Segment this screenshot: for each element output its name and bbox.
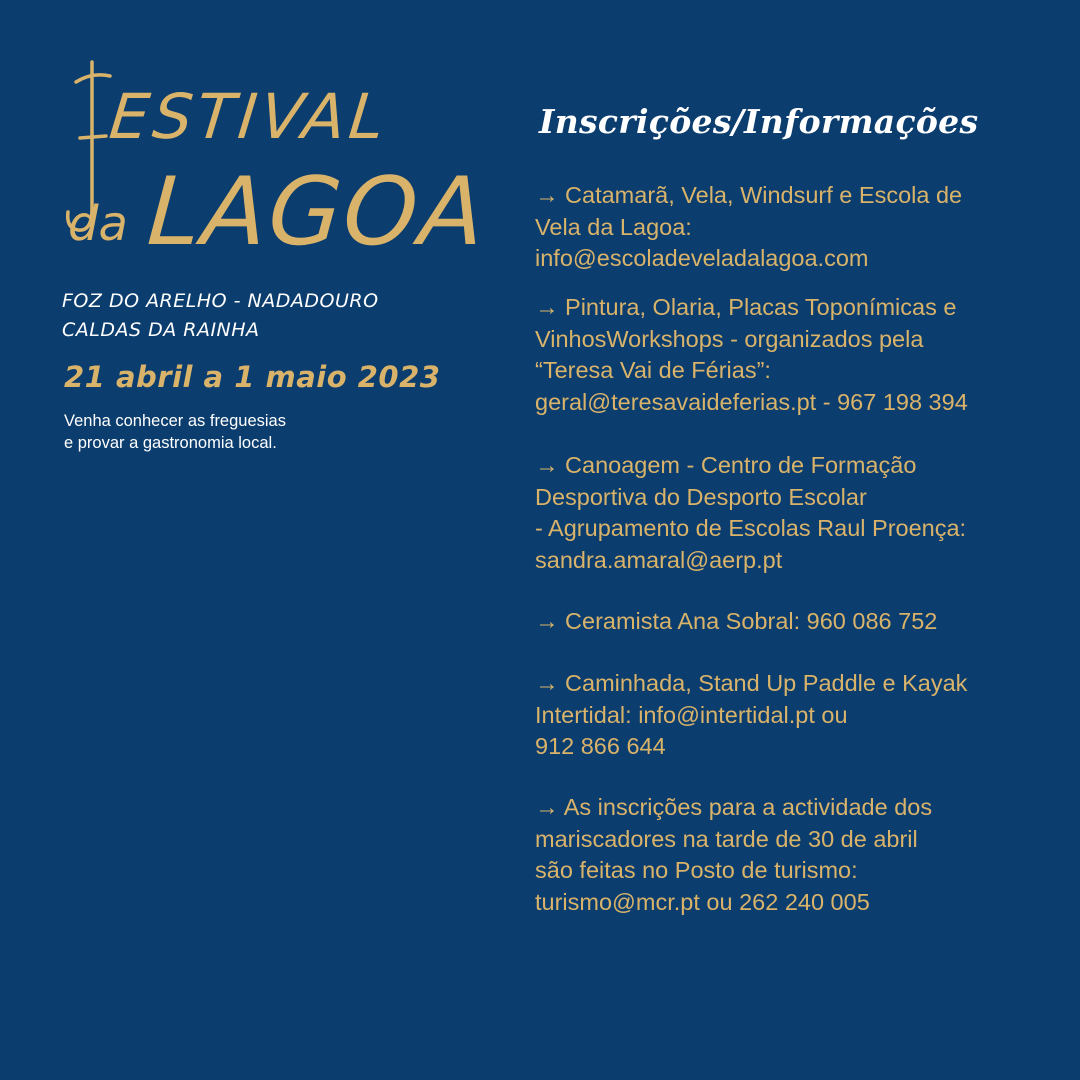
tagline [64, 410, 286, 454]
info-line: “Teresa Vai de Férias”: [535, 357, 771, 383]
info-line: - Agrupamento de Escolas Raul Proença: [535, 515, 967, 541]
event-dates: 21 abril a 1 maio 2023 [64, 360, 441, 394]
info-item-shellfish [535, 792, 1055, 918]
tagline-line: e provar a gastronomia local. [64, 434, 277, 452]
info-item-canoeing [535, 450, 1055, 576]
info-heading: Inscrições/Informações [539, 102, 979, 141]
info-line: 912 866 644 [535, 733, 666, 759]
info-line: sandra.amaral@aerp.pt [535, 546, 783, 573]
info-item-sailing [535, 180, 1055, 275]
info-line: geral@teresavaideferias.pt - 967 198 394 [535, 388, 968, 415]
info-line: → Catamarã, Vela, Windsurf e Escola de [535, 182, 963, 208]
info-line: Intertidal: info@intertidal.pt ou [535, 701, 848, 728]
title-festival-text: ESTIVAL [106, 80, 392, 153]
info-line: → Canoagem - Centro de Formação [535, 452, 917, 478]
info-line: Vela da Lagoa: [535, 213, 692, 240]
location-line: FOZ DO ARELHO - NADADOURO [62, 290, 379, 312]
location [62, 287, 379, 345]
title-da: da [68, 196, 128, 252]
location-line: CALDAS DA RAINHA [62, 319, 260, 341]
info-item-ceramics [535, 606, 1055, 638]
info-line: → Ceramista Ana Sobral: 960 086 752 [535, 608, 938, 634]
tagline-line: Venha conhecer as freguesias [64, 412, 286, 430]
info-line: mariscadores na tarde de 30 de abril [535, 825, 918, 852]
info-line: turismo@mcr.pt ou 262 240 005 [535, 888, 870, 915]
info-line: → Caminhada, Stand Up Paddle e Kayak [535, 670, 968, 696]
info-line: Desportiva do Desporto Escolar [535, 483, 867, 510]
info-line: → Pintura, Olaria, Placas Toponímicas e [535, 294, 957, 320]
info-item-workshops [535, 292, 1055, 418]
title-lagoa: LAGOA [144, 158, 490, 267]
info-line: info@escoladeveladalagoa.com [535, 245, 869, 271]
info-line: VinhosWorkshops - organizados pela [535, 325, 924, 352]
info-line: → As inscrições para a actividade dos [535, 794, 933, 820]
info-item-hiking-paddle [535, 668, 1055, 763]
info-line: são feitas no Posto de turismo: [535, 857, 858, 883]
